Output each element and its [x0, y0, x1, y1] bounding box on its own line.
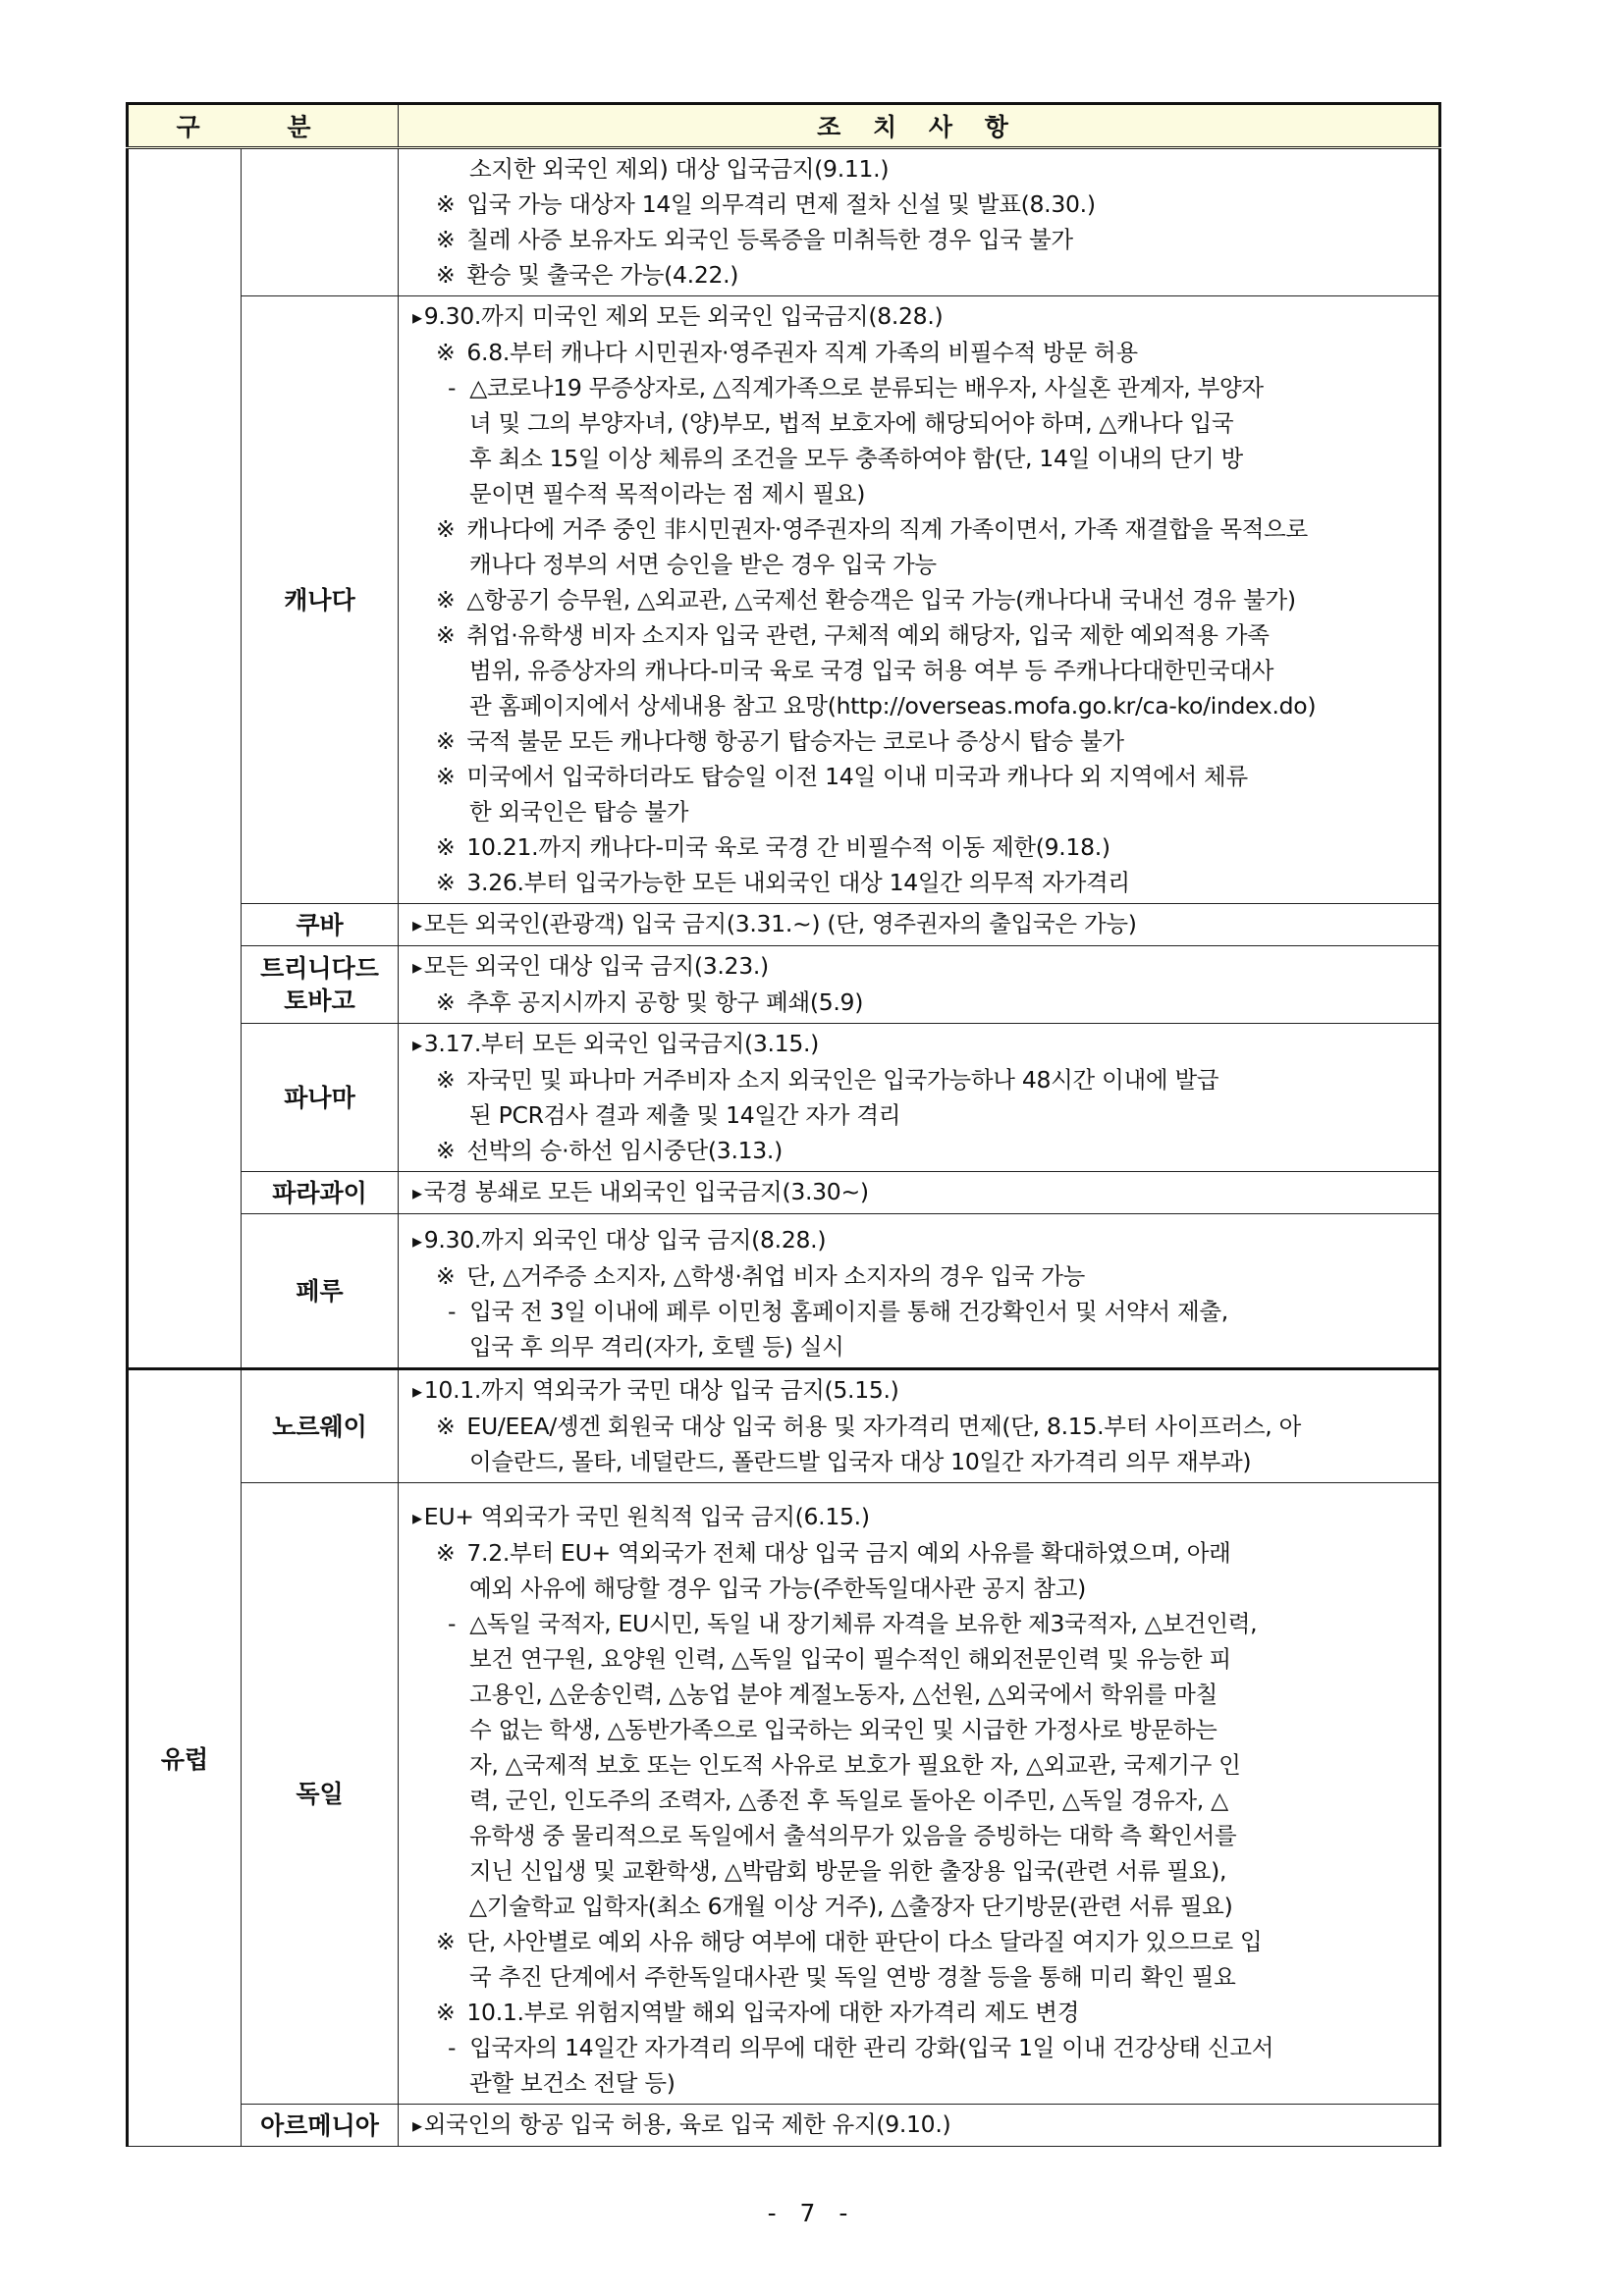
region-cell	[128, 148, 242, 1369]
measure-line: ▸ 9.30.까지 미국인 제외 모든 외국인 입국금지(8.28.)	[412, 298, 1427, 335]
measures-cell	[399, 2105, 1440, 2147]
measure-line: 고용인, △운송인력, △농업 분야 계절노동자, △선원, △외국에서 학위를 마칠	[469, 1681, 1217, 1708]
measure-line: - 입국자의 14일간 자가격리 의무에 대한 관리 강화(입국 1일 이내 건강상태 신고서	[412, 2030, 1427, 2065]
table-row	[128, 904, 1440, 946]
country-cell	[242, 1483, 399, 2105]
measure-line: ※ △항공기 승무원, △외교관, △국제선 환승객은 입국 가능(캐나다내 국내선 경유 불가)	[412, 582, 1427, 617]
table-body	[128, 148, 1440, 2147]
measure-line: 관 홈페이지에서 상세내용 참고 요망(http://overseas.mofa.go.kr/ca-ko/index.do)	[469, 692, 1317, 720]
measure-line: ▸ 국경 봉쇄로 모든 내외국인 입국금지(3.30~)	[412, 1174, 1427, 1210]
measure-line: - 입국 전 3일 이내에 페루 이민청 홈페이지를 통해 건강확인서 및 서약서 제출,	[412, 1294, 1427, 1329]
country-name: 독일	[296, 1779, 344, 1808]
measure-line: 유학생 중 물리적으로 독일에서 출석의무가 있음을 증빙하는 대학 측 확인서를	[469, 1822, 1237, 1849]
measure-line: ※ 국적 불문 모든 캐나다행 항공기 탑승자는 코로나 증상시 탑승 불가	[412, 723, 1427, 759]
country-name: 캐나다	[284, 585, 355, 614]
measure-line: ▸ 9.30.까지 외국인 대상 입국 금지(8.28.)	[412, 1222, 1427, 1258]
country-cell	[242, 1172, 399, 1214]
measure-line: ▸ 모든 외국인 대상 입국 금지(3.23.)	[412, 948, 1427, 985]
measure-line: ※ 입국 가능 대상자 14일 의무격리 면제 절차 신설 및 발표(8.30.)	[412, 187, 1427, 222]
table-row	[128, 1369, 1440, 1483]
measure-line: 한 외국인은 탑승 불가	[469, 798, 689, 826]
table-header-row	[128, 104, 1440, 148]
country-name: 토바고	[284, 987, 355, 1015]
country-name: 파나마	[284, 1083, 355, 1112]
measure-line: ▸ 외국인의 항공 입국 허용, 육로 입국 제한 유지(9.10.)	[412, 2107, 1427, 2143]
header-division: 구 분	[128, 104, 399, 148]
table-row	[128, 1483, 1440, 2105]
measure-line: △기술학교 입학자(최소 6개월 이상 거주), △출장자 단기방문(관련 서류 필요)	[469, 1893, 1233, 1920]
country-cell	[242, 1214, 399, 1369]
measure-line: ※ 환승 및 출국은 가능(4.22.)	[412, 257, 1427, 293]
measure-line: ※ 칠레 사증 보유자도 외국인 등록증을 미취득한 경우 입국 불가	[412, 222, 1427, 257]
measure-line: 후 최소 15일 이상 체류의 조건을 모두 충족하여야 함(단, 14일 이내의 단기 방	[469, 445, 1243, 472]
measures-cell	[399, 946, 1440, 1024]
measure-line: 관할 보건소 전달 등)	[469, 2069, 676, 2097]
table-row	[128, 1214, 1440, 1369]
table-row	[128, 296, 1440, 904]
measure-line: 자, △국제적 보호 또는 인도적 사유로 보호가 필요한 자, △외교관, 국제기구 인	[469, 1751, 1241, 1779]
country-cell	[242, 2105, 399, 2147]
country-name: 아르메니아	[260, 2110, 379, 2140]
measure-line: ※ 7.2.부터 EU+ 역외국가 전체 대상 입국 금지 예외 사유를 확대하였으며, 아래	[412, 1535, 1427, 1571]
country-cell	[242, 1369, 399, 1483]
measure-line: 예외 사유에 해당할 경우 입국 가능(주한독일대사관 공지 참고)	[469, 1575, 1086, 1602]
header-measures: 조 치 사 항	[399, 104, 1440, 148]
measures-cell	[399, 1214, 1440, 1369]
measure-line: 국 추진 단계에서 주한독일대사관 및 독일 연방 경찰 등을 통해 미리 확인 필요	[469, 1963, 1236, 1991]
document-page	[126, 102, 1438, 2147]
measures-cell	[399, 1172, 1440, 1214]
measure-line: ▸ 모든 외국인(관광객) 입국 금지(3.31.~) (단, 영주권자의 출입국은 가능)	[412, 906, 1427, 942]
measure-line: ※ 취업·유학생 비자 소지자 입국 관련, 구체적 예외 해당자, 입국 제한 예외적용 가족	[412, 617, 1427, 653]
measure-line: 캐나다 정부의 서면 승인을 받은 경우 입국 가능	[469, 551, 937, 578]
measure-line: 입국 후 의무 격리(자가, 호텔 등) 실시	[469, 1333, 844, 1361]
measure-line: ▸ 3.17.부터 모든 외국인 입국금지(3.15.)	[412, 1026, 1427, 1062]
measure-line: - △코로나19 무증상자로, △직계가족으로 분류되는 배우자, 사실혼 관계자, 부양자	[412, 370, 1427, 405]
measure-line: ※ 캐나다에 거주 중인 非시민권자·영주권자의 직계 가족이면서, 가족 재결합을 목적으로	[412, 511, 1427, 547]
measure-line: ※ 추후 공지시까지 공항 및 항구 폐쇄(5.9)	[412, 985, 1427, 1020]
measures-cell	[399, 904, 1440, 946]
measures-cell	[399, 296, 1440, 904]
measure-line: 된 PCR검사 결과 제출 및 14일간 자가 격리	[469, 1101, 901, 1129]
country-cell	[242, 904, 399, 946]
measure-line: ※ 10.21.까지 캐나다-미국 육로 국경 간 비필수적 이동 제한(9.18.)	[412, 829, 1427, 865]
measure-line: 문이면 필수적 목적이라는 점 제시 필요)	[469, 480, 866, 507]
country-name: 파라과이	[272, 1178, 367, 1207]
measure-line: 보건 연구원, 요양원 인력, △독일 입국이 필수적인 해외전문인력 및 유능한 피	[469, 1645, 1231, 1673]
measure-line: 소지한 외국인 제외) 대상 입국금지(9.11.)	[469, 155, 890, 183]
measure-line: 수 없는 학생, △동반가족으로 입국하는 외국인 및 시급한 가정사로 방문하는	[469, 1716, 1217, 1743]
table-row	[128, 2105, 1440, 2147]
country-name: 페루	[296, 1276, 344, 1306]
measure-line: 이슬란드, 몰타, 네덜란드, 폴란드발 입국자 대상 10일간 자가격리 의무 재부과)	[469, 1448, 1252, 1475]
measure-line: ※ 자국민 및 파나마 거주비자 소지 외국인은 입국가능하나 48시간 이내에 발급	[412, 1062, 1427, 1097]
country-cell	[242, 296, 399, 904]
region-cell: 유럽	[128, 1369, 242, 2147]
measure-line: ※ EU/EEA/솅겐 회원국 대상 입국 허용 및 자가격리 면제(단, 8.15.부터 사이프러스, 아	[412, 1409, 1427, 1444]
measures-cell	[399, 1483, 1440, 2105]
measure-line: 력, 군인, 인도주의 조력자, △종전 후 독일로 돌아온 이주민, △독일 경유자, △	[469, 1787, 1228, 1814]
measure-line: 지닌 신입생 및 교환학생, △박람회 방문을 위한 출장용 입국(관련 서류 필요),	[469, 1857, 1227, 1885]
measure-line: ※ 단, △거주증 소지자, △학생·취업 비자 소지자의 경우 입국 가능	[412, 1258, 1427, 1294]
measures-cell	[399, 1369, 1440, 1483]
country-cell	[242, 148, 399, 296]
page-number: - 7 -	[767, 2199, 856, 2227]
measure-line: ※ 10.1.부로 위험지역발 해외 입국자에 대한 자가격리 제도 변경	[412, 1995, 1427, 2030]
country-name: 노르웨이	[272, 1412, 367, 1441]
measure-line: ※ 선박의 승·하선 임시중단(3.13.)	[412, 1133, 1427, 1168]
measure-line: ※ 3.26.부터 입국가능한 모든 내외국인 대상 14일간 의무적 자가격리	[412, 865, 1427, 900]
country-cell	[242, 1024, 399, 1172]
measure-line: ※ 6.8.부터 캐나다 시민권자·영주권자 직계 가족의 비필수적 방문 허용	[412, 335, 1427, 370]
country-cell	[242, 946, 399, 1024]
entry-restriction-table	[126, 102, 1441, 2147]
measure-line: ※ 단, 사안별로 예외 사유 해당 여부에 대한 판단이 다소 달라질 여지가 있으므로 입	[412, 1924, 1427, 1959]
country-name: 트리니다드	[260, 954, 379, 983]
measure-line: ▸ EU+ 역외국가 국민 원칙적 입국 금지(6.15.)	[412, 1499, 1427, 1535]
measures-cell	[399, 1024, 1440, 1172]
measure-line: 녀 및 그의 부양자녀, (양)부모, 법적 보호자에 해당되어야 하며, △캐나다 입국	[469, 409, 1234, 437]
measure-line: ▸ 10.1.까지 역외국가 국민 대상 입국 금지(5.15.)	[412, 1372, 1427, 1409]
measure-line: - △독일 국적자, EU시민, 독일 내 장기체류 자격을 보유한 제3국적자, △보건인력,	[412, 1606, 1427, 1641]
table-row	[128, 1172, 1440, 1214]
measure-line: 범위, 유증상자의 캐나다-미국 육로 국경 입국 허용 여부 등 주캐나다대한민국대사	[469, 657, 1274, 684]
table-row	[128, 1024, 1440, 1172]
measures-cell	[399, 148, 1440, 296]
table-row	[128, 148, 1440, 296]
table-row	[128, 946, 1440, 1024]
country-name: 쿠바	[296, 910, 344, 939]
measure-line: ※ 미국에서 입국하더라도 탑승일 이전 14일 이내 미국과 캐나다 외 지역에서 체류	[412, 759, 1427, 794]
